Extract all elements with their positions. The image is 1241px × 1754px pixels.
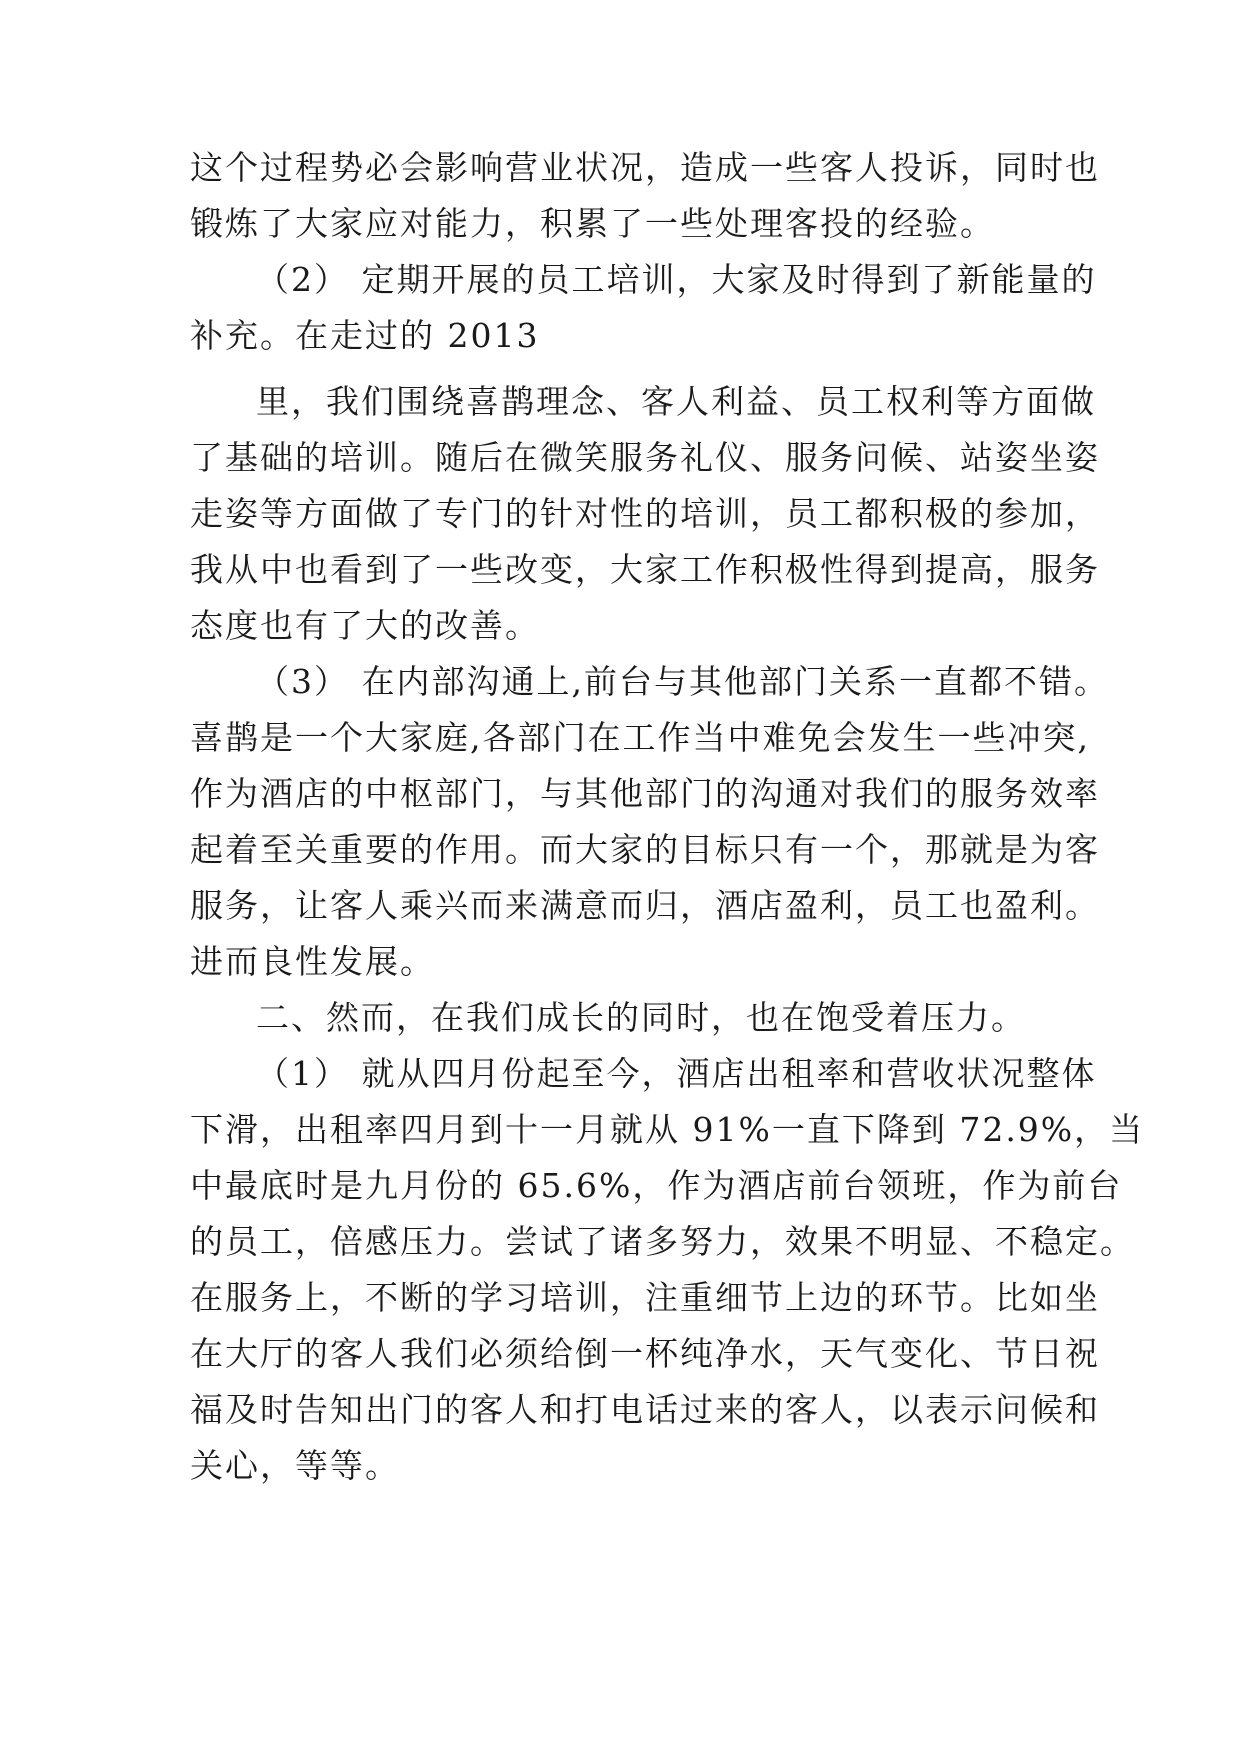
text-line: 我从中也看到了一些改变，大家工作积极性得到提高，服务 bbox=[190, 550, 1100, 589]
text-line: 态度也有了大的改善。 bbox=[190, 606, 540, 645]
section-two-heading: 二、然而，在我们成长的同时，也在饱受着压力。 bbox=[256, 998, 1026, 1037]
text-line: 服务，让客人乘兴而来满意而归，酒店盈利，员工也盈利。 bbox=[190, 886, 1100, 925]
text-line: 下滑，出租率四月到十一月就从 91%一直下降到 72.9%，当 bbox=[190, 1110, 1145, 1149]
text-line: 在服务上，不断的学习培训，注重细节上边的环节。比如坐 bbox=[190, 1278, 1100, 1317]
text-line: 走姿等方面做了专门的针对性的培训，员工都积极的参加， bbox=[190, 494, 1100, 533]
text-line: 补充。在走过的 2013 bbox=[190, 316, 540, 355]
text-line: 福及时告知出门的客人和打电话过来的客人，以表示问候和 bbox=[190, 1390, 1100, 1429]
text-line: 进而良性发展。 bbox=[190, 942, 435, 981]
text-line: 作为酒店的中枢部门，与其他部门的沟通对我们的服务效率 bbox=[190, 774, 1100, 813]
paragraph-2-start: （2） 定期开展的员工培训，大家及时得到了新能量的 bbox=[256, 260, 1097, 299]
paragraph-1-start: （1） 就从四月份起至今，酒店出租率和营收状况整体 bbox=[256, 1054, 1097, 1093]
text-line: 喜鹊是一个大家庭,各部门在工作当中难免会发生一些冲突, bbox=[190, 718, 1090, 757]
text-line: 锻炼了大家应对能力，积累了一些处理客投的经验。 bbox=[190, 204, 995, 243]
text-line: 起着至关重要的作用。而大家的目标只有一个，那就是为客 bbox=[190, 830, 1100, 869]
paragraph-3-start: （3） 在内部沟通上,前台与其他部门关系一直都不错。 bbox=[256, 662, 1109, 701]
text-line: 里，我们围绕喜鹊理念、客人利益、员工权利等方面做 bbox=[256, 382, 1096, 421]
text-line: 中最底时是九月份的 65.6%，作为酒店前台领班，作为前台 bbox=[190, 1166, 1123, 1205]
text-line: 这个过程势必会影响营业状况，造成一些客人投诉，同时也 bbox=[190, 148, 1100, 187]
text-line: 的员工，倍感压力。尝试了诸多努力，效果不明显、不稳定。 bbox=[190, 1222, 1135, 1261]
text-line: 在大厅的客人我们必须给倒一杯纯净水，天气变化、节日祝 bbox=[190, 1334, 1100, 1373]
text-line: 关心，等等。 bbox=[190, 1446, 400, 1485]
text-line: 了基础的培训。随后在微笑服务礼仪、服务问候、站姿坐姿 bbox=[190, 438, 1100, 477]
